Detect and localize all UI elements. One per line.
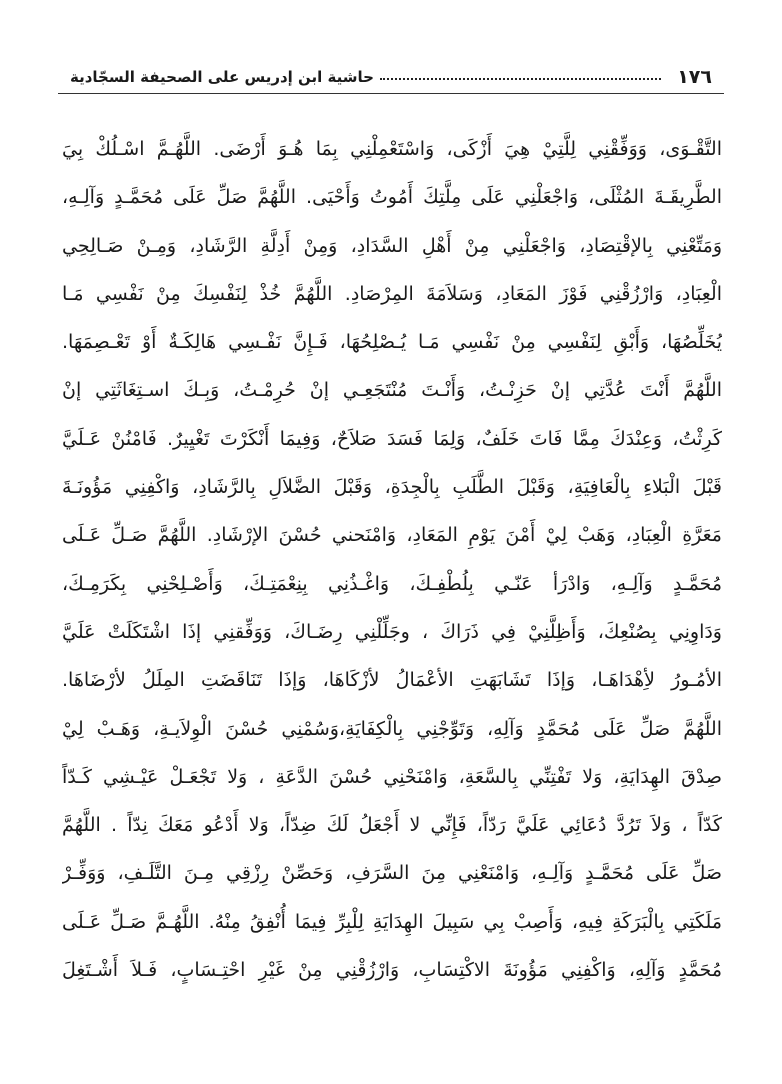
text-line: الْعِبَادِ، وَارْزُقْنِي فَوْزَ المَعَادِ، وَسَلاَمَةَ المِرْصَادِ. اللَّهُمَّ خُذْ لِنَفْسِكَ مِنْ نَفْسِي مَـا <box>62 282 722 305</box>
body-text <box>62 125 722 994</box>
text-line: التَّقْـوَى، وَوَفِّقْنِي لِلَّتِيْ هِيَ أَزْكَى، وَاسْتَعْمِلْنِي بِمَا هُـوَ أَرْضَى. اللَّهُـمَّ اسْـلُكْ بِيَ <box>62 138 722 160</box>
text-line: مَلَكَتِي بِالْبَرَكَةِ فِيهِ، وَأَصِبْ بِي سَبِيلَ الهِدَايَةِ لِلْبِرِّ فِيمَا أُنْفِقُ مِنْهُ. اللَّهُـمَّ صَـلِّ عَـلَى <box>62 910 722 933</box>
text-line: الأمُـورُ لأِهْدَاهَـا، وَإذَا تَشَابَهَتِ الأعْمَالُ لأزْكَاهَا، وَإذَا تَنَاقَضَتِ المِلَلُ لأرْضَاهَا. <box>62 669 722 692</box>
running-header <box>70 64 712 90</box>
text-line: مُحَمَّدٍ وَآلِهِ، وَاكْفِنِي مَؤُونَةَ الاكْتِسَابِ، وَارْزُقْنِي مِنْ غَيْرِ احْتِـسَابٍ، فَـلاَ أَشْـتَغِلَ <box>62 959 722 982</box>
text-line: كَدّاً ، وَلاَ تَرُدَّ دُعَائِي عَلَيَّ رَدّاً، فَإِنِّي لا أَجْعَلُ لَكَ ضِدّاً، وَلا أَدْعُو مَعَكَ نِدّاً . اللَّهُمَّ <box>62 814 722 837</box>
text-line: صِدْقَ الهِدَايَةِ، وَلا تَفْتِنِّي بِالسَّعَةِ، وَامْنَحْنِي حُسْنَ الدَّعَةِ ، وَلا تَجْعَـلْ عَيْـشِي كَـدّاً <box>62 765 722 788</box>
text-line: وَمَتِّعْنِي بِالإقْتِصَادِ، وَاجْعَلْنِي مِنْ أَهْلِ السَّدَادِ، وَمِنْ أَدِلَّةِ الرَّشَادِ، وَمِـنْ صَـالِحِي <box>62 234 722 257</box>
text-line: مَعَرَّةِ الْعِبَادِ، وَهَبْ لِيْ أَمْنَ يَوْمِ المَعَادِ، وَامْنَحني حُسْنَ الإرْشَادِ. اللَّهُمَّ صَـلِّ عَـلَى <box>62 524 722 547</box>
header-divider <box>58 93 724 94</box>
text-line: اللَّهُمَّ صَلِّ عَلَى مُحَمَّدٍ وَآلِهِ، وَتَوِّجْنِي بِالْكِفَايَةِ،وَسُمْنِي حُسْنَ الْوِلاَيـةِ، وَهَـبْ لِيْ <box>62 717 722 740</box>
page-number: ١٧٦ <box>677 66 712 88</box>
text-line: مُحَمَّـدٍ وَآلِـهِ، وَادْرَأ عَنّـي بِلُطْفِـكَ، وَاغْـذُنِي بِنِعْمَتِـكَ، وَأَصْـلِحْنِي بِكَرَمِـكَ، <box>62 572 722 595</box>
text-line: قَبْلَ الْبَلاءِ بِالْعَافِيَةِ، وَقَبْلَ الطَّلَبِ بِالْجِدَةِ، وَقَبْلَ الضَّلاَلِ بِالرَّشَادِ، وَاكْفِنِي مَؤُونَـةَ <box>62 476 722 499</box>
text-line: اللَّهُمَّ أَنْتَ عُدَّتِي إنْ حَزِنْـتُ، وَأَنْـتَ مُنْتَجَعِـي إنْ حُرِمْـتُ، وَبِـكَ اسـتِغَاثَتِي إنْ <box>62 379 722 402</box>
book-title: حاشية ابن إدريس على الصحيفة السجّادية <box>70 68 374 86</box>
text-line: كَرِثْتُ، وَعِنْدَكَ مِمَّا فَاتَ خَلَفٌ، وَلِمَا فَسَدَ صَلاَحٌ، وَفِيمَا أَنْكَرْتَ تَغْيِيرٌ. فَامْنُنْ عَـلَيَّ <box>62 427 722 450</box>
text-line: الطَّرِيقَـةَ المُثْلَى، وَاجْعَلْنِي عَلَى مِلَّتِكَ أَمُوتُ وَأَحْيَى. اللَّهُمَّ صَلِّ عَلَى مُحَمَّـدٍ وَآلِـهِ، <box>62 186 722 209</box>
header-dot-leader <box>380 78 661 80</box>
text-line: يُخَلِّصُهَا، وَأَبْقِ لِنَفْسِي مِنْ نَفْسِي مَـا يُـصْلِحُهَا، فَـإِنَّ نَفْـسِي هَالِكَـةٌ أَوْ تَعْـصِمَهَا. <box>62 331 722 354</box>
text-line: وَدَاوِنِي بِصُنْعِكَ، وَأَظِلَّنِيْ فِي ذَرَاكَ ، وجَلِّلْنِي رِضَـاكَ، وَوَفِّقنِي إذَا اشْتَكَلَتْ عَلَيَّ <box>62 620 722 643</box>
text-line: صَلِّ عَلَى مُحَمَّـدٍ وَآلِـهِ، وَامْنَعْنِي مِنَ السَّرَفِ، وَحَصِّنْ رِزْقِي مِـنَ التَّلَـفِ، وَوَفِّـرْ <box>62 862 722 885</box>
